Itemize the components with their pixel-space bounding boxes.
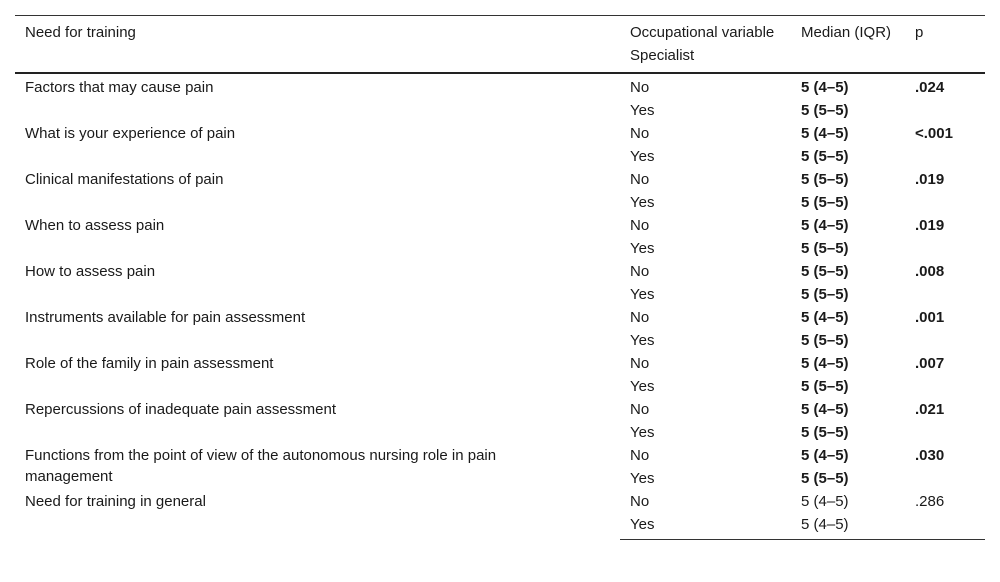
specialist-yes-label: Yes bbox=[630, 148, 655, 165]
training-item-label: Instruments available for pain assessment bbox=[25, 309, 306, 326]
subheader-row bbox=[15, 43, 985, 73]
specialist-yes-label: Yes bbox=[630, 424, 655, 441]
table-row bbox=[15, 443, 985, 466]
table-row bbox=[15, 351, 985, 374]
subheader-specialist: Specialist bbox=[620, 43, 791, 73]
median-no-value: 5 (4–5) bbox=[801, 125, 849, 142]
training-item-label: Clinical manifestations of pain bbox=[25, 171, 224, 188]
specialist-no-label: No bbox=[630, 355, 650, 372]
p-value: .021 bbox=[915, 401, 945, 418]
specialist-no-label: No bbox=[630, 447, 650, 464]
p-value: .001 bbox=[915, 309, 945, 326]
training-item-label: Repercussions of inadequate pain assessment bbox=[25, 401, 337, 418]
median-no-value: 5 (4–5) bbox=[801, 447, 849, 464]
table-row bbox=[15, 397, 985, 420]
median-no-value: 5 (5–5) bbox=[801, 263, 849, 280]
specialist-yes-label: Yes bbox=[630, 102, 655, 119]
median-yes-value: 5 (5–5) bbox=[801, 240, 849, 257]
table-header bbox=[15, 16, 985, 74]
specialist-yes-label: Yes bbox=[630, 470, 655, 487]
median-yes-value: 5 (5–5) bbox=[801, 424, 849, 441]
median-yes-value: 5 (5–5) bbox=[801, 148, 849, 165]
median-no-value: 5 (4–5) bbox=[801, 79, 849, 96]
median-yes-value: 5 (4–5) bbox=[791, 512, 905, 540]
table-body bbox=[15, 73, 985, 540]
table-row bbox=[15, 489, 985, 512]
p-value: .286 bbox=[915, 493, 945, 510]
training-item-label: What is your experience of pain bbox=[25, 125, 236, 142]
median-yes-value: 5 (5–5) bbox=[801, 332, 849, 349]
median-no-value: 5 (4–5) bbox=[801, 493, 849, 510]
specialist-no-label: No bbox=[630, 79, 650, 96]
median-yes-value: 5 (5–5) bbox=[801, 470, 849, 487]
training-item-label: Factors that may cause pain bbox=[25, 79, 214, 96]
median-no-value: 5 (4–5) bbox=[801, 355, 849, 372]
table-row bbox=[15, 259, 985, 282]
specialist-yes-label: Yes bbox=[630, 286, 655, 303]
header-need-for-training: Need for training bbox=[15, 16, 620, 44]
table-row bbox=[15, 167, 985, 190]
specialist-no-label: No bbox=[630, 171, 650, 188]
median-no-value: 5 (4–5) bbox=[801, 309, 849, 326]
header-median-iqr: Median (IQR) bbox=[791, 16, 905, 44]
header-p-value: p bbox=[905, 16, 985, 44]
p-value: .019 bbox=[915, 171, 945, 188]
training-item-label: Role of the family in pain assessment bbox=[25, 355, 274, 372]
specialist-no-label: No bbox=[630, 263, 650, 280]
header-row bbox=[15, 16, 985, 44]
training-item-label: When to assess pain bbox=[25, 217, 165, 234]
table-row bbox=[15, 121, 985, 144]
p-value: <.001 bbox=[915, 125, 953, 142]
median-yes-value: 5 (5–5) bbox=[801, 102, 849, 119]
median-no-value: 5 (4–5) bbox=[801, 217, 849, 234]
median-yes-value: 5 (5–5) bbox=[801, 378, 849, 395]
training-item-label: Need for training in general bbox=[25, 493, 206, 510]
median-yes-value: 5 (5–5) bbox=[801, 286, 849, 303]
p-value: .030 bbox=[915, 447, 945, 464]
specialist-no-label: No bbox=[630, 217, 650, 234]
specialist-yes-label: Yes bbox=[630, 332, 655, 349]
median-no-value: 5 (5–5) bbox=[801, 171, 849, 188]
table-row bbox=[15, 73, 985, 98]
specialist-no-label: No bbox=[630, 309, 650, 326]
header-occupational-variable: Occupational variable bbox=[620, 16, 791, 44]
specialist-no-label: No bbox=[630, 401, 650, 418]
p-value: .019 bbox=[915, 217, 945, 234]
specialist-yes-label: Yes bbox=[630, 240, 655, 257]
table-row bbox=[15, 305, 985, 328]
specialist-yes-label: Yes bbox=[630, 194, 655, 211]
training-item-label: Functions from the point of view of the autonomous nursing role in pain management bbox=[25, 447, 497, 485]
p-value: .007 bbox=[915, 355, 945, 372]
median-no-value: 5 (4–5) bbox=[801, 401, 849, 418]
p-value: .024 bbox=[915, 79, 945, 96]
specialist-no-label: No bbox=[630, 493, 650, 510]
p-value: .008 bbox=[915, 263, 945, 280]
specialist-yes-label: Yes bbox=[620, 512, 791, 540]
training-needs-table bbox=[15, 15, 985, 540]
training-item-label: How to assess pain bbox=[25, 263, 156, 280]
specialist-no-label: No bbox=[630, 125, 650, 142]
results-table-container bbox=[15, 15, 985, 540]
median-yes-value: 5 (5–5) bbox=[801, 194, 849, 211]
specialist-yes-label: Yes bbox=[630, 378, 655, 395]
table-row bbox=[15, 213, 985, 236]
